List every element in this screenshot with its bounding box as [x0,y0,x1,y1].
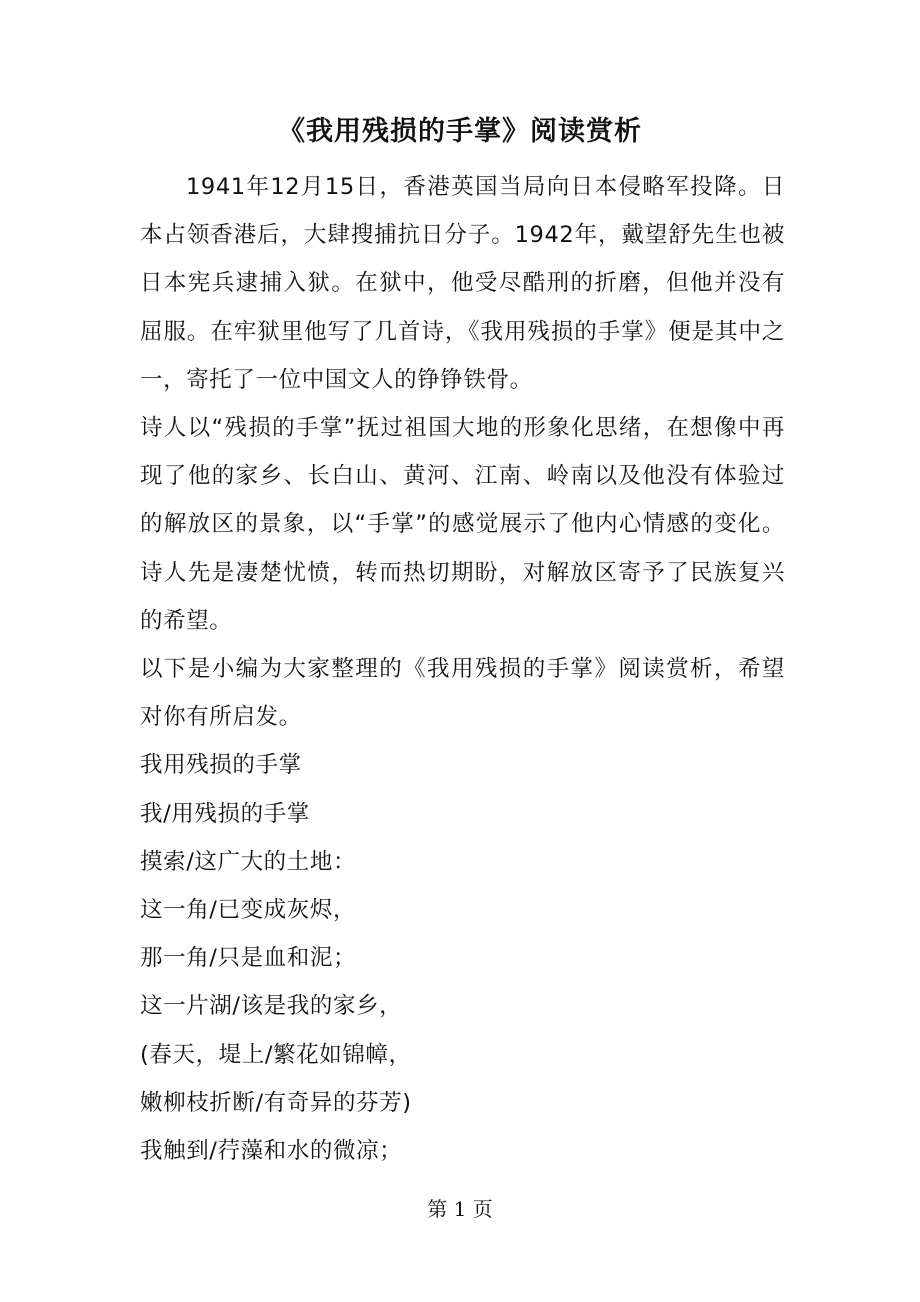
poem-excerpt [140,741,785,1175]
page-number-footer: 第 1 页 [427,1197,493,1221]
poem-line: (春天，堤上/繁花如锦幛， [140,1041,412,1068]
editor-note-paragraph: 以下是小编为大家整理的《我用残损的手掌》阅读赏析，希望对你有所启发。 [140,656,785,731]
document-body [140,163,785,1175]
poem-line: 摸索/这广大的土地： [140,848,357,875]
poem-line: 这一片湖/该是我的家乡， [140,993,403,1020]
poem-line: 我/用残损的手掌 [140,800,310,827]
analysis-paragraph: 诗人以“残损的手掌”抚过祖国大地的形象化思绪，在想像中再现了他的家乡、长白山、黄河、江南、岭南以及他没有体验过的解放区的景象，以“手掌”的感觉展示了他内心情感的变化。诗人先是凄楚忧愤，转而热切期盼，对解放区寄予了民族复兴的希望。 [140,415,785,634]
poem-title: 我用残损的手掌 [140,752,302,779]
poem-line: 我触到/荇藻和水的微凉； [140,1138,403,1165]
document-title: 《我用残损的手掌》阅读赏析 [278,116,642,147]
poem-line: 这一角/已变成灰烬， [140,897,357,924]
poem-line: 嫩柳枝折断/有奇异的芬芳) [140,1089,412,1116]
poem-line: 那一角/只是血和泥； [140,945,357,972]
intro-paragraph: 1941年12月15日，香港英国当局向日本侵略军投降。日本占领香港后，大肆搜捕抗日分子。1942年，戴望舒先生也被日本宪兵逮捕入狱。在狱中，他受尽酷刑的折磨，但他并没有屈服。在牢狱里他写了几首诗，《我用残损的手掌》便是其中之一，寄托了一位中国文人的铮铮铁骨。 [140,174,785,393]
